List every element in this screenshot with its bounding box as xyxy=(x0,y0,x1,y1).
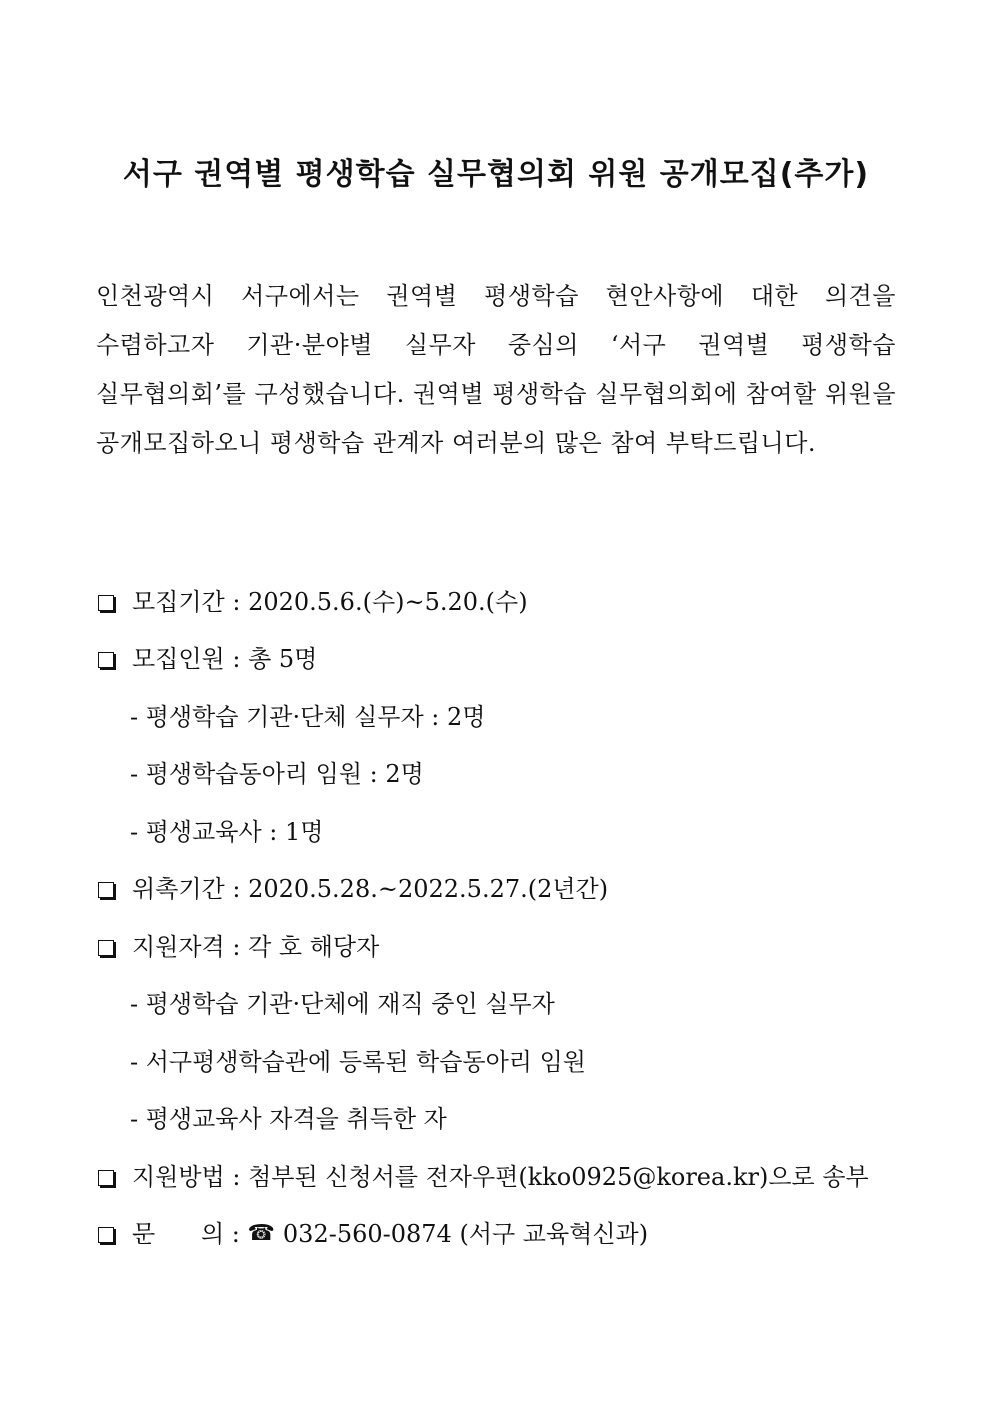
method-text: 지원방법 : 첨부된 신청서를 전자우편(kko0925@korea.kr)으로 송부 xyxy=(132,1162,869,1191)
checkbox-bullet-icon xyxy=(98,1170,114,1186)
checkbox-bullet-icon xyxy=(98,882,114,898)
qualification-sub-text: - 평생교육사 자격을 취득한 자 xyxy=(130,1105,447,1134)
count-sub-text: - 평생학습동아리 임원 : 2명 xyxy=(130,760,424,789)
period-text: 모집기간 : 2020.5.6.(수)~5.20.(수) xyxy=(132,587,528,616)
qualification-sub-text: - 서구평생학습관에 등록된 학습동아리 임원 xyxy=(130,1047,586,1076)
list-item-term xyxy=(96,861,916,919)
contact-label: 문 의 : xyxy=(132,1220,248,1249)
list-item-qualification xyxy=(96,918,916,976)
list-item-count-sub xyxy=(96,746,916,804)
details-list xyxy=(96,573,916,1263)
list-item-count-sub xyxy=(96,803,916,861)
count-sub-text: - 평생학습 기관·단체 실무자 : 2명 xyxy=(130,702,486,731)
qualification-sub-text: - 평생학습 기관·단체에 재직 중인 실무자 xyxy=(130,990,555,1019)
list-item-period xyxy=(96,573,916,631)
checkbox-bullet-icon xyxy=(98,595,114,611)
document-title: 서구 권역별 평생학습 실무협의회 위원 공개모집(추가) xyxy=(122,157,870,192)
list-item-count xyxy=(96,631,916,689)
checkbox-bullet-icon xyxy=(98,1227,114,1243)
checkbox-bullet-icon xyxy=(98,940,114,956)
list-item-count-sub xyxy=(96,688,916,746)
term-text: 위촉기간 : 2020.5.28.~2022.5.27.(2년간) xyxy=(132,875,609,904)
list-item-qualification-sub xyxy=(96,1091,916,1149)
phone-icon: ☎ xyxy=(247,1221,275,1247)
count-text: 모집인원 : 총 5명 xyxy=(132,645,318,674)
list-item-qualification-sub xyxy=(96,1033,916,1091)
checkbox-bullet-icon xyxy=(98,652,114,668)
list-item-method xyxy=(96,1148,916,1206)
qualification-text: 지원자격 : 각 호 해당자 xyxy=(132,932,380,961)
list-item-contact xyxy=(96,1206,916,1264)
count-sub-text: - 평생교육사 : 1명 xyxy=(130,817,324,846)
intro-paragraph: 인천광역시 서구에서는 권역별 평생학습 현안사항에 대한 의견을 수렴하고자 기관·분야별 실무자 중심의 ‘서구 권역별 평생학습 실무협의회’를 구성했습니다. 권역별 평생학습 실무협의회에 참여할 위원을 공개모집하오니 평생학습 관계자 여러분의 많은 참여 부탁드립니다. xyxy=(96,282,896,457)
list-item-qualification-sub xyxy=(96,976,916,1034)
contact-value: 032-560-0874 (서구 교육혁신과) xyxy=(282,1220,649,1249)
